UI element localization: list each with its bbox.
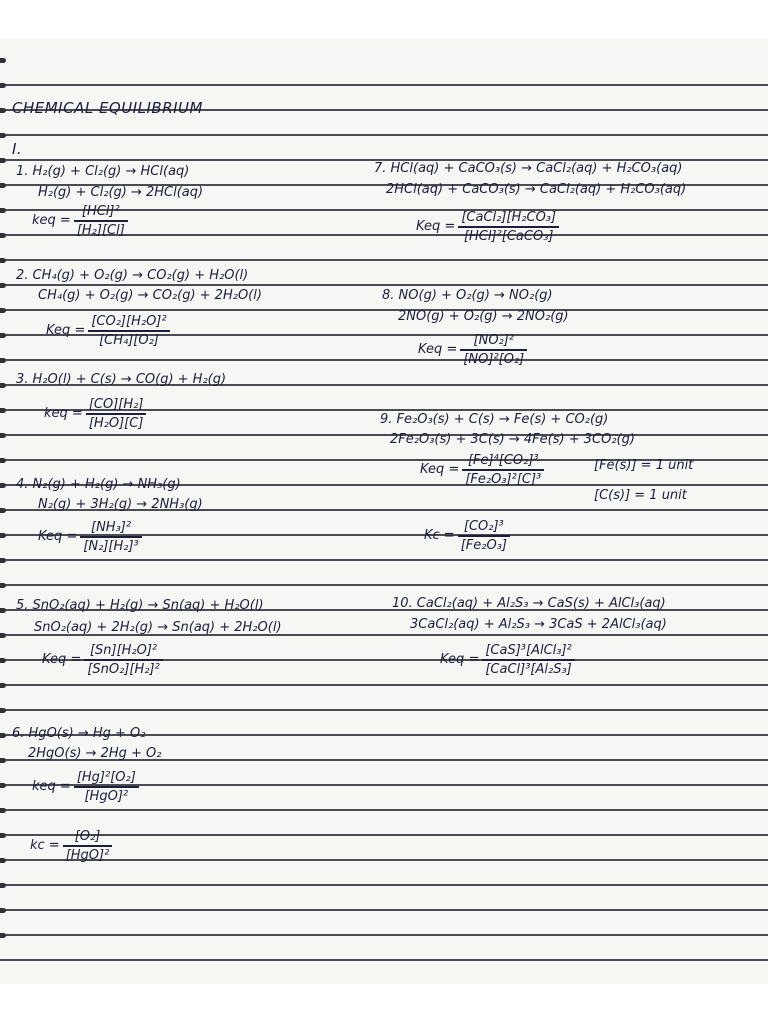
p10-keq-expression — [440, 643, 575, 677]
p10-equation-1: 10. CaCl₂(aq) + Al₂S₃ → CaS(s) + AlCl₃(aq) — [392, 596, 666, 611]
p7-keq-label: Keq = — [416, 219, 456, 235]
p5-keq-denominator: [SnO₂][H₂]² — [87, 661, 160, 677]
p1-keq-label: keq = — [32, 213, 71, 229]
p1-equation-2: H₂(g) + Cl₂(g) → 2HCl(aq) — [38, 185, 204, 200]
p10-keq-numerator: [CaS]³[AlCl₃]² — [485, 643, 572, 658]
p8-keq-numerator: [NO₂]² — [473, 333, 515, 348]
p9-keq-expression — [420, 453, 544, 487]
p2-keq-expression — [46, 314, 170, 348]
p2-equation-1: 2. CH₄(g) + O₂(g) → CO₂(g) + H₂O(l) — [16, 268, 249, 283]
p8-keq-label: Keq = — [418, 342, 458, 358]
p8-equation-1: 8. NO(g) + O₂(g) → NO₂(g) — [382, 288, 553, 303]
p4-keq-numerator: [NH₃]² — [91, 520, 132, 535]
p7-keq-numerator: [CaCl₂][H₂CO₃] — [461, 210, 557, 225]
p1-equation-1: 1. H₂(g) + Cl₂(g) → HCl(aq) — [16, 164, 190, 179]
p8-equation-2: 2NO(g) + O₂(g) → 2NO₂(g) — [398, 309, 569, 324]
p6-kc-expression — [30, 829, 112, 863]
p2-keq-numerator: [CO₂][H₂O]² — [91, 314, 167, 329]
p5-equation-2: SnO₂(aq) + 2H₂(g) → Sn(aq) + 2H₂O(l) — [34, 620, 282, 635]
p9-kc-denominator: [Fe₂O₃] — [460, 537, 507, 553]
p4-keq-denominator: [N₂][H₂]³ — [83, 538, 139, 554]
p3-equation-1: 3. H₂O(l) + C(s) → CO(g) + H₂(g) — [16, 372, 227, 387]
p9-keq-denominator: [Fe₂O₃]²[C]³ — [465, 471, 542, 487]
p4-equation-2: N₂(g) + 3H₂(g) → 2NH₃(g) — [38, 497, 203, 512]
p5-keq-label: Keq = — [42, 652, 82, 668]
p10-keq-label: Keq = — [440, 652, 480, 668]
p2-equation-2: CH₄(g) + O₂(g) → CO₂(g) + 2H₂O(l) — [38, 288, 262, 303]
p5-keq-expression — [42, 643, 163, 677]
p6-equation-2: 2HgO(s) → 2Hg + O₂ — [28, 746, 162, 761]
p9-kc-numerator: [CO₂]³ — [463, 519, 504, 534]
p9-equation-1: 9. Fe₂O₃(s) + C(s) → Fe(s) + CO₂(g) — [380, 412, 609, 427]
section-number: I. — [12, 140, 23, 158]
p8-keq-expression — [418, 333, 527, 367]
p2-keq-denominator: [CH₄][O₂] — [99, 332, 159, 348]
p3-keq-expression — [44, 397, 146, 431]
p4-keq-expression — [38, 520, 142, 554]
page-title: CHEMICAL EQUILIBRIUM — [12, 99, 203, 117]
p2-keq-label: Keq = — [46, 323, 86, 339]
p9-kc-expression — [424, 519, 510, 553]
p6-keq-expression — [32, 770, 139, 804]
p7-equation-1: 7. HCl(aq) + CaCO₃(s) → CaCl₂(aq) + H₂CO₃(aq) — [374, 161, 683, 176]
p4-equation-1: 4. N₂(g) + H₂(g) → NH₃(g) — [16, 477, 181, 492]
p1-keq-expression — [32, 204, 128, 238]
p10-equation-2: 3CaCl₂(aq) + Al₂S₃ → 3CaS + 2AlCl₃(aq) — [410, 617, 667, 632]
p6-keq-label: keq = — [32, 779, 71, 795]
p3-keq-label: keq = — [44, 406, 83, 422]
p7-keq-denominator: [HCl]²[CaCO₃] — [463, 228, 554, 244]
p6-keq-numerator: [Hg]²[O₂] — [76, 770, 136, 785]
p6-keq-denominator: [HgO]² — [84, 788, 129, 804]
p1-keq-denominator: [H₂][Cl] — [76, 222, 125, 238]
p3-keq-numerator: [CO][H₂] — [88, 397, 144, 412]
p8-keq-denominator: [NO]²[O₂] — [463, 351, 525, 367]
p9-note-c: [C(s)] = 1 unit — [594, 488, 687, 503]
p9-keq-label: Keq = — [420, 462, 460, 478]
p6-equation-1: 6. HgO(s) → Hg + O₂ — [12, 726, 146, 741]
p6-kc-label: kc = — [30, 838, 60, 854]
p9-keq-numerator: [Fe]⁴[CO₂]³ — [467, 453, 539, 468]
p6-kc-numerator: [O₂] — [74, 829, 101, 844]
p9-kc-label: Kc = — [424, 528, 455, 544]
p7-keq-expression — [416, 210, 559, 244]
p1-keq-numerator: [HCl]² — [81, 204, 120, 219]
p9-note-fe: [Fe(s)] = 1 unit — [594, 458, 694, 473]
p5-keq-numerator: [Sn][H₂O]² — [89, 643, 158, 658]
p5-equation-1: 5. SnO₂(aq) + H₂(g) → Sn(aq) + H₂O(l) — [16, 598, 264, 613]
p3-keq-denominator: [H₂O][C] — [88, 415, 144, 431]
p10-keq-denominator: [CaCl]³[Al₂S₃] — [485, 661, 572, 677]
p7-equation-2: 2HCl(aq) + CaCO₃(s) → CaCl₂(aq) + H₂CO₃(aq) — [386, 182, 687, 197]
p9-equation-2: 2Fe₂O₃(s) + 3C(s) → 4Fe(s) + 3CO₂(g) — [390, 432, 635, 447]
p4-keq-label: Keq = — [38, 529, 78, 545]
p6-kc-denominator: [HgO]² — [65, 847, 110, 863]
